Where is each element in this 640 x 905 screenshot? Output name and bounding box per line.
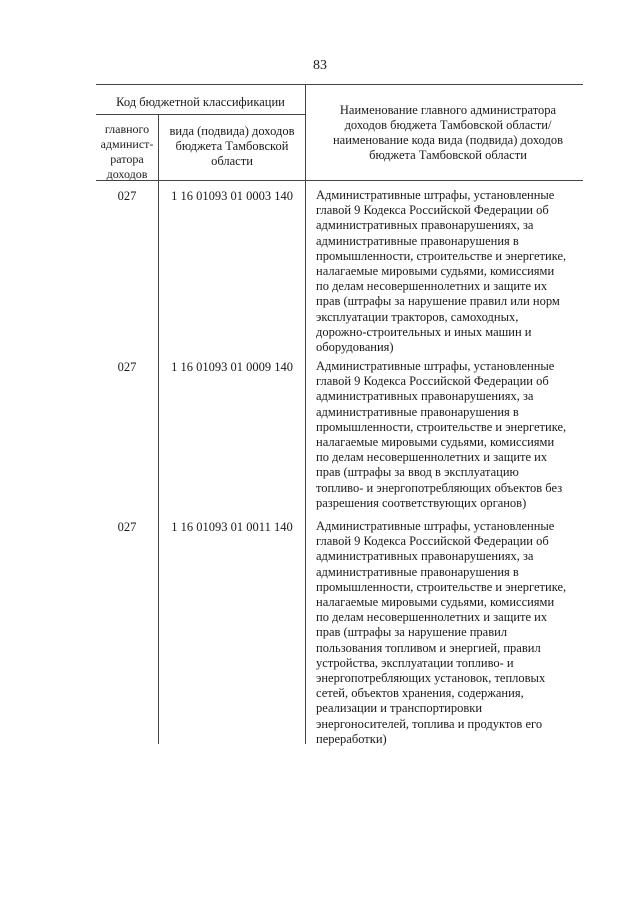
page-number: 83	[313, 58, 327, 73]
row-3-description: Административные штрафы, установленные главой 9 Кодекса Российской Федерации об административных правонарушениях, за административные правонарушения в промышленности, строительстве и энергетике, налагаемые мировыми судьями, комиссиями по делам несовершеннолетних и защите их прав (штрафы за нарушение правил пользования топливом и энергией, правил устройства, эксплуатации топливо- и энергопотребляющих установок, тепловых сетей, объектов хранения, содержания, реализации и транспортировки энергоносителей, топлива и продуктов его переработки)	[316, 519, 567, 746]
row-1-budget-code: 1 16 01093 01 0003 140	[171, 189, 293, 203]
header-col-admin: главного админист-ратора доходов	[100, 122, 154, 181]
header-group-title: Код бюджетной классификации	[116, 95, 285, 109]
row-3-budget-code: 1 16 01093 01 0011 140	[171, 520, 293, 534]
header-col-code: вида (подвида) доходов бюджета Тамбовской области	[169, 124, 295, 168]
row-2-description: Административные штрафы, установленные главой 9 Кодекса Российской Федерации об административных правонарушениях, за административные правонарушения в промышленности, строительстве и энергетике, налагаемые мировыми судьями, комиссиями по делам несовершеннолетних и защите их прав (штрафы за ввод в эксплуатацию топливо- и энергопотребляющих объектов без разрешения соответствующих органов)	[316, 359, 567, 510]
header-group-divider	[96, 114, 305, 115]
header-bottom-border	[96, 180, 583, 181]
column-divider-1	[158, 114, 159, 744]
table-top-border	[96, 84, 583, 85]
row-1-admin-code: 027	[117, 189, 137, 203]
row-1-description: Административные штрафы, установленные главой 9 Кодекса Российской Федерации об административных правонарушениях, за административные правонарушения в промышленности, строительстве и энергетике, налагаемые мировыми судьями, комиссиями по делам несовершеннолетних и защите их прав (штрафы за нарушение правил или норм эксплуатации тракторов, самоходных, дорожно-строительных и иных машин и оборудования)	[316, 188, 567, 355]
row-3-admin-code: 027	[117, 520, 137, 534]
row-2-budget-code: 1 16 01093 01 0009 140	[171, 360, 293, 374]
column-divider-2	[305, 84, 306, 744]
row-2-admin-code: 027	[117, 360, 137, 374]
header-col-name: Наименование главного администратора доходов бюджета Тамбовской области/наименование кода вида (подвида) доходов бюджета Тамбовской области	[332, 103, 563, 162]
